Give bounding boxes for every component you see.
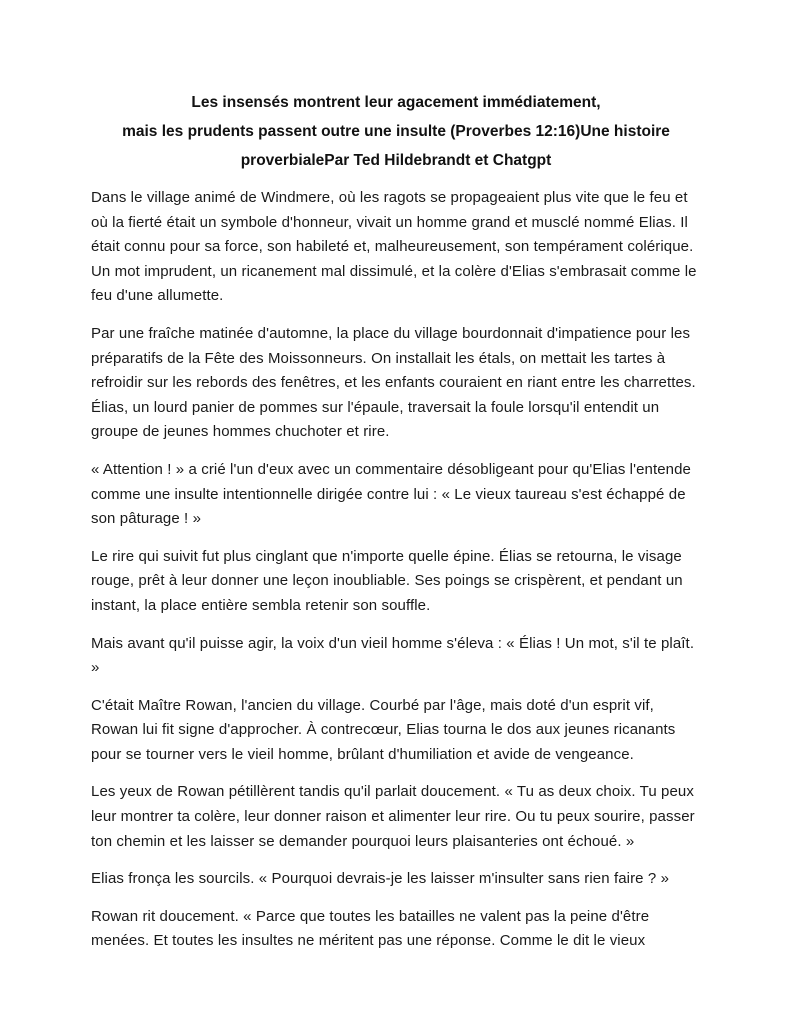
paragraph-5: Mais avant qu'il puisse agir, la voix d'un vieil homme s'éleva : « Élias ! Un mot, s'il te plaît. » [91, 634, 695, 677]
title-line-2: mais les prudents passent outre une insulte (Proverbes 12:16)Une histoire [122, 123, 670, 140]
paragraph-9: Rowan rit doucement. « Parce que toutes les batailles ne valent pas la peine d'être menées. Et toutes les insultes ne méritent pas une réponse. Comme le dit le vieux [91, 907, 650, 950]
document-title [91, 88, 701, 175]
title-line-3: proverbialePar Ted Hildebrandt et Chatgpt [240, 152, 552, 169]
paragraph-1: Dans le village animé de Windmere, où les ragots se propageaient plus vite que le feu et où la fierté était un symbole d'honneur, vivait un homme grand et musclé nommé Elias. Il était connu pour sa force, son habileté et, malheureusement, son tempérament colérique. Un mot imprudent, un ricanement mal dissimulé, et la colère d'Elias s'embrasait comme le feu d'une allumette. [91, 189, 697, 305]
paragraph-3: « Attention ! » a crié l'un d'eux avec un commentaire désobligeant pour qu'Elias l'entende comme une insulte intentionnelle dirigée contre lui : « Le vieux taureau s'est échappé de son pâturage ! » [91, 460, 691, 528]
paragraph-2: Par une fraîche matinée d'automne, la place du village bourdonnait d'impatience pour les préparatifs de la Fête des Moissonneurs. On installait les étals, on mettait les tartes à refroidir sur les rebords des fenêtres, et les enfants couraient en riant entre les charrettes. Élias, un lourd panier de pommes sur l'épaule, traversait la foule lorsqu'il entendit un groupe de jeunes hommes chuchoter et rire. [91, 324, 696, 441]
paragraph-4: Le rire qui suivit fut plus cinglant que n'importe quelle épine. Élias se retourna, le visage rouge, prêt à leur donner une leçon inoubliable. Ses poings se crispèrent, et pendant un instant, la place entière sembla retenir son souffle. [91, 547, 683, 614]
paragraph-7: Les yeux de Rowan pétillèrent tandis qu'il parlait doucement. « Tu as deux choix. Tu peux leur montrer ta colère, leur donner raison et alimenter leur rire. Ou tu peux sourire, passer ton chemin et les laisser se demander pourquoi leurs plaisanteries ont échoué. » [91, 783, 695, 850]
document-body [91, 186, 701, 954]
title-line-1: Les insensés montrent leur agacement immédiatement, [191, 94, 601, 111]
paragraph-8: Elias fronça les sourcils. « Pourquoi devrais-je les laisser m'insulter sans rien faire ? » [91, 870, 670, 888]
paragraph-6: C'était Maître Rowan, l'ancien du village. Courbé par l'âge, mais doté d'un esprit vif, Rowan lui fit signe d'approcher. À contrecœur, Elias tourna le dos aux jeunes ricanants pour se tourner vers le vieil homme, brûlant d'humiliation et avide de vengeance. [91, 696, 676, 763]
